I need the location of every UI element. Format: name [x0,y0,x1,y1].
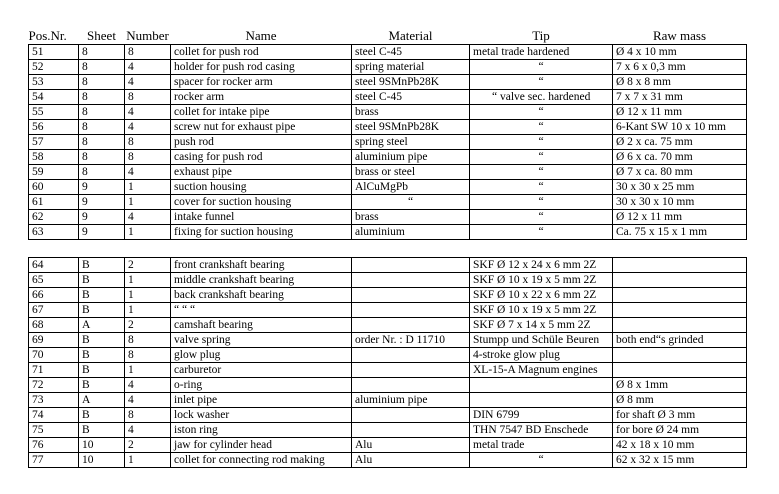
cell-name: push rod [171,135,352,150]
table-row [29,438,747,453]
cell-tip: SKF Ø 10 x 19 x 5 mm 2Z [470,273,613,288]
cell-raw: 6-Kant SW 10 x 10 mm [613,120,747,135]
cell-material: steel C-45 [352,90,470,105]
cell-pos: 62 [29,210,79,225]
cell-sheet: 8 [79,90,125,105]
cell-material: aluminium pipe [352,393,470,408]
cell-material: steel C-45 [352,45,470,60]
cell-pos: 51 [29,45,79,60]
cell-material [352,288,470,303]
table-row [29,120,747,135]
cell-name: intake funnel [171,210,352,225]
cell-number: 4 [125,75,171,90]
cell-material: brass [352,210,470,225]
header-sheet: Sheet [87,28,116,43]
cell-sheet: 8 [79,45,125,60]
cell-name: inlet pipe [171,393,352,408]
cell-raw: Ca. 75 x 15 x 1 mm [613,225,747,240]
cell-name: collet for push rod [171,45,352,60]
cell-sheet: 10 [79,453,125,468]
cell-pos: 77 [29,453,79,468]
cell-material: steel 9SMnPb28K [352,120,470,135]
cell-material [352,378,470,393]
cell-raw: Ø 8 x 1mm [613,378,747,393]
cell-material [352,258,470,273]
cell-number: 4 [125,120,171,135]
cell-name: rocker arm [171,90,352,105]
header-material: Material [388,28,433,43]
cell-sheet: B [79,333,125,348]
cell-pos: 70 [29,348,79,363]
cell-name: iston ring [171,423,352,438]
cell-number: 1 [125,195,171,210]
cell-sheet: 8 [79,165,125,180]
cell-name: lock washer [171,408,352,423]
cell-tip: SKF Ø 10 x 19 x 5 mm 2Z [470,303,613,318]
cell-number: 8 [125,90,171,105]
cell-number: 1 [125,303,171,318]
cell-sheet: A [79,393,125,408]
cell-pos: 71 [29,363,79,378]
cell-pos: 52 [29,60,79,75]
table-row [29,408,747,423]
cell-tip: “ [470,105,613,120]
table-row [29,333,747,348]
cell-number: 4 [125,105,171,120]
cell-number: 2 [125,318,171,333]
parts-table-upper [28,28,747,240]
cell-sheet: 8 [79,120,125,135]
cell-material: order Nr. : D 11710 [352,333,470,348]
cell-sheet: 8 [79,150,125,165]
cell-pos: 54 [29,90,79,105]
table-row [29,60,747,75]
cell-raw: 7 x 7 x 31 mm [613,90,747,105]
cell-name: jaw for cylinder head [171,438,352,453]
cell-tip: SKF Ø 10 x 22 x 6 mm 2Z [470,288,613,303]
cell-pos: 60 [29,180,79,195]
cell-raw: both end“s grinded [613,333,747,348]
cell-tip: SKF Ø 12 x 24 x 6 mm 2Z [470,258,613,273]
cell-pos: 75 [29,423,79,438]
table-row [29,453,747,468]
cell-sheet: 8 [79,105,125,120]
cell-tip [470,378,613,393]
cell-sheet: B [79,273,125,288]
header-raw-mass: Raw mass [652,28,707,43]
cell-number: 4 [125,423,171,438]
cell-raw: Ø 12 x 11 mm [613,210,747,225]
cell-sheet: 9 [79,195,125,210]
table-row [29,225,747,240]
table-row [29,75,747,90]
cell-raw: Ø 8 x 8 mm [613,75,747,90]
table-row [29,423,747,438]
cell-tip [470,393,613,408]
cell-name: back crankshaft bearing [171,288,352,303]
cell-tip: “ valve sec. hardened [470,90,613,105]
cell-sheet: 8 [79,135,125,150]
cell-tip: “ [470,135,613,150]
cell-tip: metal trade [470,438,613,453]
cell-pos: 68 [29,318,79,333]
header-row [29,28,747,45]
cell-raw [613,363,747,378]
table-row [29,288,747,303]
header-tip: Tip [532,28,550,43]
cell-sheet: A [79,318,125,333]
cell-name: glow plug [171,348,352,363]
cell-raw [613,273,747,288]
cell-sheet: B [79,348,125,363]
table-row [29,318,747,333]
cell-raw: 7 x 6 x 0,3 mm [613,60,747,75]
table-row [29,348,747,363]
cell-raw [613,303,747,318]
cell-pos: 55 [29,105,79,120]
cell-name: holder for push rod casing [171,60,352,75]
cell-sheet: 8 [79,60,125,75]
table-row [29,210,747,225]
cell-tip: DIN 6799 [470,408,613,423]
cell-number: 1 [125,453,171,468]
table-row [29,378,747,393]
cell-raw: Ø 4 x 10 mm [613,45,747,60]
cell-pos: 53 [29,75,79,90]
cell-number: 4 [125,393,171,408]
cell-material: Alu [352,438,470,453]
cell-tip: “ [470,225,613,240]
cell-tip: “ [470,195,613,210]
cell-number: 8 [125,135,171,150]
cell-number: 1 [125,225,171,240]
cell-number: 8 [125,348,171,363]
cell-raw: Ø 6 x ca. 70 mm [613,150,747,165]
cell-material [352,348,470,363]
cell-name: collet for intake pipe [171,105,352,120]
cell-name: exhaust pipe [171,165,352,180]
cell-number: 4 [125,378,171,393]
table-row [29,150,747,165]
cell-tip: “ [470,210,613,225]
cell-material: spring steel [352,135,470,150]
cell-material [352,423,470,438]
cell-tip: “ [470,60,613,75]
cell-tip: Stumpp und Schüle Beuren [470,333,613,348]
cell-pos: 73 [29,393,79,408]
table-row [29,195,747,210]
cell-name: cover for suction housing [171,195,352,210]
table-row [29,90,747,105]
cell-pos: 66 [29,288,79,303]
cell-sheet: B [79,423,125,438]
cell-number: 8 [125,45,171,60]
cell-raw: 62 x 32 x 15 mm [613,453,747,468]
cell-tip: metal trade hardened [470,45,613,60]
cell-number: 4 [125,165,171,180]
cell-tip: “ [470,165,613,180]
cell-material: brass [352,105,470,120]
cell-material: aluminium pipe [352,150,470,165]
cell-raw: Ø 8 mm [613,393,747,408]
cell-raw: 30 x 30 x 10 mm [613,195,747,210]
cell-tip: “ [470,453,613,468]
cell-number: 4 [125,210,171,225]
cell-material [352,273,470,288]
cell-name: suction housing [171,180,352,195]
cell-raw [613,318,747,333]
table-row [29,273,747,288]
cell-raw: for bore Ø 24 mm [613,423,747,438]
cell-raw: 42 x 18 x 10 mm [613,438,747,453]
cell-material: steel 9SMnPb28K [352,75,470,90]
cell-name: middle crankshaft bearing [171,273,352,288]
cell-number: 8 [125,333,171,348]
cell-name: fixing for suction housing [171,225,352,240]
cell-sheet: B [79,408,125,423]
cell-raw: Ø 12 x 11 mm [613,105,747,120]
cell-material [352,363,470,378]
cell-material: Alu [352,453,470,468]
table-row [29,363,747,378]
cell-sheet: 9 [79,180,125,195]
cell-tip: XL-15-A Magnum engines [470,363,613,378]
cell-number: 1 [125,180,171,195]
cell-number: 2 [125,258,171,273]
cell-number: 4 [125,60,171,75]
cell-pos: 57 [29,135,79,150]
cell-tip: SKF Ø 7 x 14 x 5 mm 2Z [470,318,613,333]
cell-pos: 72 [29,378,79,393]
header-number: Number [126,28,169,43]
cell-material [352,303,470,318]
table-row [29,393,747,408]
cell-number: 1 [125,273,171,288]
cell-pos: 56 [29,120,79,135]
cell-name: valve spring [171,333,352,348]
cell-sheet: B [79,378,125,393]
cell-name: collet for connecting rod making [171,453,352,468]
cell-name: spacer for rocker arm [171,75,352,90]
parts-table-lower [28,257,747,468]
cell-tip: “ [470,180,613,195]
table-row [29,105,747,120]
cell-tip: “ [470,120,613,135]
cell-name: o-ring [171,378,352,393]
cell-tip: “ [470,150,613,165]
cell-sheet: 10 [79,438,125,453]
cell-material: brass or steel [352,165,470,180]
table-row [29,303,747,318]
cell-raw: Ø 2 x ca. 75 mm [613,135,747,150]
cell-pos: 69 [29,333,79,348]
cell-pos: 74 [29,408,79,423]
cell-material [352,408,470,423]
table-row [29,180,747,195]
cell-number: 1 [125,288,171,303]
cell-material: AlCuMgPb [352,180,470,195]
cell-raw: 30 x 30 x 25 mm [613,180,747,195]
cell-tip: 4-stroke glow plug [470,348,613,363]
cell-pos: 63 [29,225,79,240]
cell-name: casing for push rod [171,150,352,165]
table-row [29,258,747,273]
cell-raw: for shaft Ø 3 mm [613,408,747,423]
cell-name: front crankshaft bearing [171,258,352,273]
cell-pos: 64 [29,258,79,273]
cell-tip: “ [470,75,613,90]
cell-number: 8 [125,408,171,423]
table-row [29,45,747,60]
cell-tip: THN 7547 BD Enschede [470,423,613,438]
cell-raw [613,348,747,363]
cell-pos: 65 [29,273,79,288]
cell-raw [613,258,747,273]
cell-number: 1 [125,363,171,378]
cell-pos: 76 [29,438,79,453]
table-row [29,135,747,150]
cell-sheet: B [79,363,125,378]
cell-name: camshaft bearing [171,318,352,333]
cell-name: screw nut for exhaust pipe [171,120,352,135]
cell-number: 8 [125,150,171,165]
cell-sheet: 9 [79,225,125,240]
cell-raw: Ø 7 x ca. 80 mm [613,165,747,180]
cell-material: “ [352,195,470,210]
cell-name: “ “ “ [171,303,352,318]
cell-pos: 58 [29,150,79,165]
cell-sheet: B [79,258,125,273]
cell-sheet: B [79,288,125,303]
header-pos-nr: Pos.Nr. [28,28,67,43]
cell-sheet: 9 [79,210,125,225]
cell-pos: 67 [29,303,79,318]
cell-material: aluminium [352,225,470,240]
cell-pos: 59 [29,165,79,180]
cell-number: 2 [125,438,171,453]
cell-material [352,318,470,333]
cell-sheet: 8 [79,75,125,90]
table-row [29,165,747,180]
header-name: Name [245,28,277,43]
cell-name: carburetor [171,363,352,378]
cell-sheet: B [79,303,125,318]
cell-pos: 61 [29,195,79,210]
cell-raw [613,288,747,303]
cell-material: spring material [352,60,470,75]
